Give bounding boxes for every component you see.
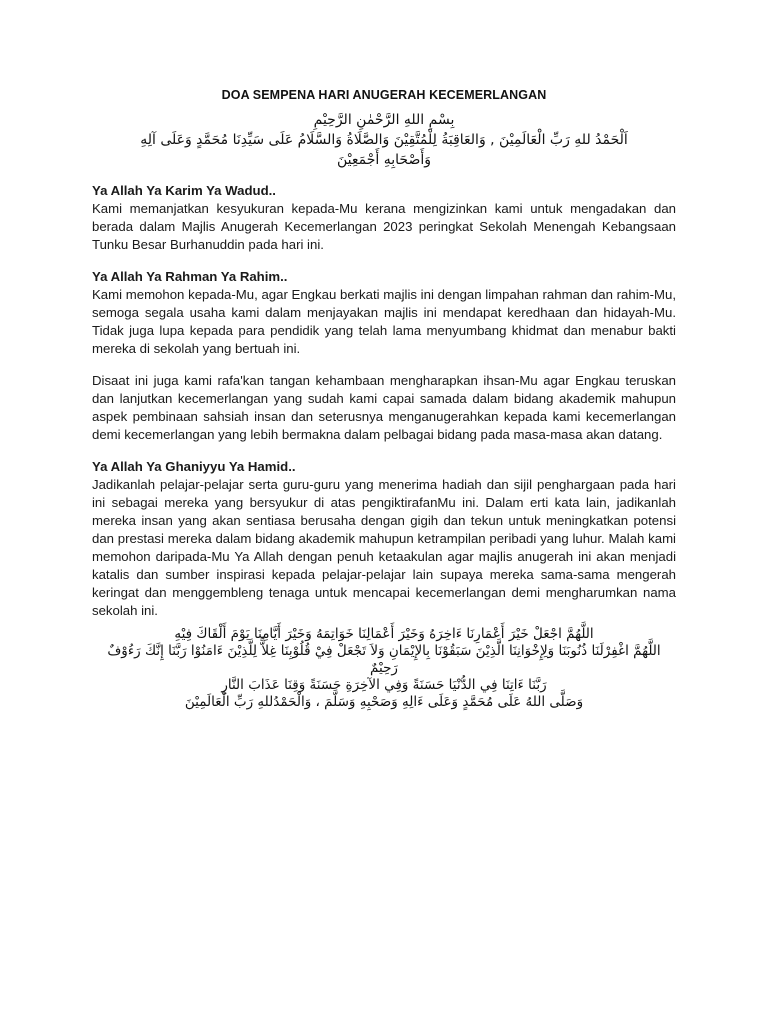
prayer-section	[92, 182, 676, 254]
section-heading: Ya Allah Ya Rahman Ya Rahim..	[92, 269, 288, 284]
prayer-section	[92, 372, 676, 444]
section-heading: Ya Allah Ya Ghaniyyu Ya Hamid..	[92, 459, 296, 474]
prayer-section	[92, 268, 676, 358]
section-paragraph: Kami memanjatkan kesyukuran kepada-Mu kerana mengizinkan kami untuk mengadakan dan berada dalam Majlis Anugerah Kecemerlangan 2023 peringkat Sekolah Menengah Kebangsaan Tunku Besar Burhanuddin pada hari ini.	[92, 201, 676, 252]
arabic-closing-line: وَصَلَّى اللهُ عَلَى مُحَمَّدٍ وَعَلَى ءَالِهِ وَصَحْبِهِ وَسَلَّمَ ، وَالْحَمْدُللهِ رَبِّ الْعَالَمِيْنَ	[184, 694, 584, 710]
arabic-praise-line: وَأَصْحَابِهِ أَجْمَعِيْنَ	[337, 152, 431, 168]
arabic-basmalah: بِسْمِ اللهِ الرَّحْمٰنِ الرَّحِيْمِ	[313, 112, 455, 128]
section-paragraph: Kami memohon kepada-Mu, agar Engkau berkati majlis ini dengan limpahan rahman dan rahim-Mu, semoga segala usaha kami dalam menjayakan majlis ini mendapat keredhaan dan hidayah-Mu. Tidak juga lupa kepada para pendidik yang telah lama menyumbang khidmat dan menabur bakti mereka di sekolah yang bertuah ini.	[92, 287, 676, 356]
section-heading: Ya Allah Ya Karim Ya Wadud..	[92, 183, 276, 198]
arabic-closing-line: اللَّهُمَّ اجْعَلْ خَيْرَ أَعْمَارِنَا ءَاخِرَهُ وَخَيْرَ أَعْمَالِنَا خَوَاتِمَهُ وَخَيْرَ أَيَّامِنَا يَوْمَ أَلْقَاكَ فِيْهِ	[174, 626, 594, 642]
arabic-praise-line: اَلْحَمْدُ للهِ رَبِّ الْعَالَمِيْنَ , وَالعَاقِبَةُ لِلْمُتَّقِيْنَ وَالصَّلَاةُ وَالسَّلَامُ عَلَى سَيِّدِنَا مُحَمَّدٍ وَعَلَى آلِهِ	[140, 132, 628, 148]
document-title: DOA SEMPENA HARI ANUGERAH KECEMERLANGAN	[221, 88, 547, 102]
section-paragraph: Jadikanlah pelajar-pelajar serta guru-guru yang menerima hadiah dan sijil penghargaan pada hari ini sebagai mereka yang bersyukur di atas pengiktirafanMu ini. Dalam erti kata lain, jadikanlah mereka insan yang akan sentiasa berusaha dengan gigih dan tekun untuk meningkatkan potensi dan prestasi mereka dalam bidang akademik mahupun ketrampilan peribadi yang luhur. Malah kami memohon daripada-Mu Ya Allah dengan penuh ketaakulan agar majlis anugerah ini akan menjadi katalis dan sumber inspirasi kepada pelajar-pelajar lain supaya mereka sama-sama mengerah keringat dan menggembleng tenaga untuk mencapai kecemerlangan demi mengharumkan nama sekolah ini.	[92, 477, 676, 618]
section-paragraph: Disaat ini juga kami rafa'kan tangan kehambaan mengharapkan ihsan-Mu agar Engkau teruskan dan lanjutkan kecemerlangan yang sudah kami capai samada dalam bidang akademik mahupun aspek pembinaan sahsiah insan dan seterusnya menganugerahkan kepada kami kecemerlangan demi kecemerlangan yang lebih bermakna dalam pelbagai bidang pada masa-masa akan datang.	[92, 373, 676, 442]
prayer-section	[92, 458, 676, 620]
arabic-closing-line: اللَّهُمَّ اغْفِرْلَنَا ذُنُوبَنَا وَلِإِخْوَانِنَا الَّذِيْنَ سَبَقُوْنَا بِالإِيْمَانِ وَلاَ تَجْعَلْ فِيْ قُلُوْبِنَا غِلاًّ لِلَّذِيْنَ ءَامَنُوْا رَبَّنَا إِنَّكَ رَءُوْفٌ	[107, 643, 661, 659]
arabic-opening-prayer	[92, 110, 676, 170]
arabic-closing-prayer	[92, 626, 676, 711]
arabic-closing-line: رَبَّنَا ءَاتِنَا فِي الدُّنْيَا حَسَنَةً وَفِي الآخِرَةِ حَسَنَةً وَقِنَا عَذَابَ النَّارِ	[221, 677, 547, 693]
arabic-closing-line: رَحِيْمٌ	[370, 660, 398, 676]
